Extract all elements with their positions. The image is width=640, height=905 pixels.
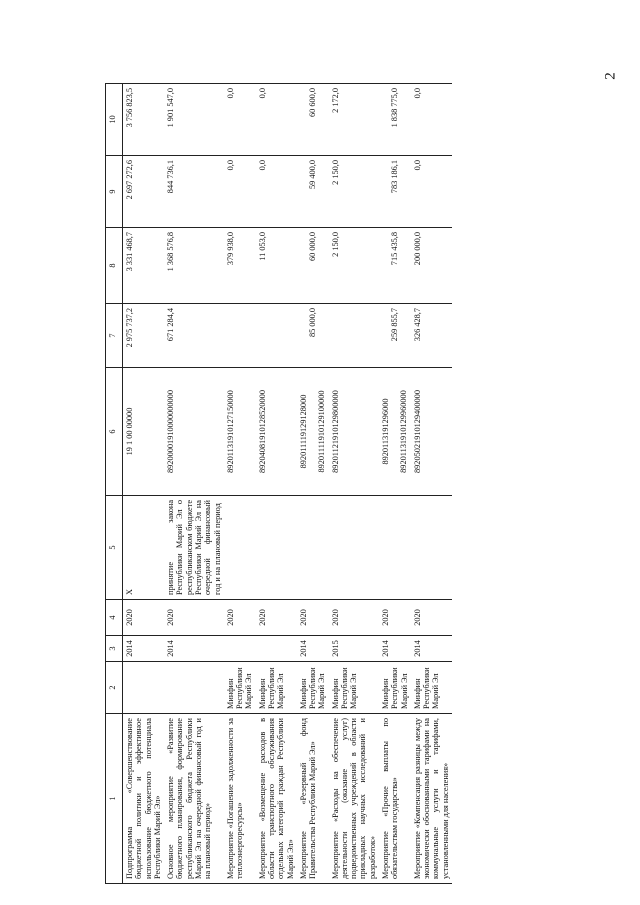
start-year: 2014	[411, 636, 452, 662]
cell-value: 2 975 737,2	[125, 308, 134, 348]
cell-value: 60 000,0	[307, 232, 317, 262]
cell-value: 89201131910127150000	[225, 390, 235, 473]
cell-value: 89201121910129800000	[330, 390, 340, 473]
amount-year-1	[123, 304, 165, 368]
cell-value: 60 600,0	[307, 88, 317, 118]
amount-year-2	[256, 228, 297, 304]
column-number: 10	[106, 84, 123, 156]
responsible-executor: Минфин Республики Марий Эл	[379, 662, 411, 714]
amount-year-4	[379, 84, 411, 156]
start-year: 2015	[329, 636, 379, 662]
activity-name: Мероприятие «Возмещение расходов в области транспортного обслуживания отдельных категорий граждан Республики Марий Эл»	[256, 714, 297, 884]
column-number: 6	[106, 368, 123, 496]
cell-value: 89204081910128520000	[257, 390, 267, 473]
cell-value: 1 901 547,0	[166, 88, 176, 128]
cell-value: 326 428,7	[412, 308, 422, 342]
start-year: 2014	[123, 636, 165, 662]
amount-year-3	[224, 156, 256, 228]
table-row	[379, 84, 411, 884]
budget-classification-code	[329, 368, 379, 496]
cell-value: 3 756 823,5	[125, 88, 134, 128]
amount-year-3	[379, 156, 411, 228]
amount-year-4	[411, 84, 452, 156]
activity-name: Мероприятие «Компенсация разницы между экономически обоснованными тарифами на коммунальные услуги и тарифами, установленными для населения»	[411, 714, 452, 884]
responsible-executor	[164, 662, 224, 714]
cell-value: 2 697 272,6	[125, 160, 134, 200]
activity-name: Подпрограмма «Совершенствование бюджетной политики и эффективное использование бюджетного потенциала Республики Марий Эл»	[123, 714, 165, 884]
amount-year-3	[256, 156, 297, 228]
budget-classification-code	[297, 368, 329, 496]
column-number: 5	[106, 496, 123, 600]
cell-value: 0,0	[412, 160, 422, 171]
amount-year-1	[329, 304, 379, 368]
cell-value: 0,0	[225, 160, 235, 171]
cell-value: 671 284,4	[166, 308, 176, 342]
expected-result	[411, 496, 452, 600]
table-row	[123, 84, 165, 884]
cell-value: 1 368 576,8	[166, 232, 176, 272]
column-number: 7	[106, 304, 123, 368]
cell-value: 2 150,0	[330, 232, 340, 257]
cell-value: 19 1 00 00000	[125, 407, 134, 456]
cell-value: 844 736,1	[166, 160, 176, 194]
amount-year-4	[329, 84, 379, 156]
start-year: 2014	[379, 636, 411, 662]
amount-year-1	[224, 304, 256, 368]
amount-year-2	[164, 228, 224, 304]
cell-value: 0,0	[257, 88, 267, 99]
amount-year-2	[224, 228, 256, 304]
cell-value: 2 150,0	[330, 160, 340, 185]
amount-year-2	[329, 228, 379, 304]
start-year	[224, 636, 256, 662]
budget-classification-code	[379, 368, 411, 496]
amount-year-4	[256, 84, 297, 156]
amount-year-3	[164, 156, 224, 228]
expected-result	[256, 496, 297, 600]
cell-value: 200 000,0	[412, 232, 422, 266]
cell-value: 259 855,7	[390, 308, 400, 342]
amount-year-3	[411, 156, 452, 228]
amount-year-1	[411, 304, 452, 368]
expected-result	[329, 496, 379, 600]
start-year: 2014	[164, 636, 224, 662]
end-year: 2020	[379, 600, 411, 636]
cell-value: 89200001910000000000	[166, 390, 176, 473]
expected-result: Х	[123, 496, 165, 600]
activity-name: Мероприятие «Резервный фонд Правительства Республики Марий Эл»	[297, 714, 329, 884]
amount-year-3	[329, 156, 379, 228]
activity-name: Мероприятие «Прочие выплаты по обязательствам государства»	[379, 714, 411, 884]
amount-year-1	[164, 304, 224, 368]
column-number: 8	[106, 228, 123, 304]
end-year: 2020	[329, 600, 379, 636]
column-number: 2	[106, 662, 123, 714]
responsible-executor: Минфин Республики Марий Эл	[411, 662, 452, 714]
cell-value: 715 435,8	[390, 232, 400, 266]
end-year: 2020	[224, 600, 256, 636]
activity-name: Основное мероприятие «Развитие бюджетного планирования, формирование республиканского бюджета Республики Марий Эл на очередной финансовый год и на плановый период»	[164, 714, 224, 884]
table-row	[411, 84, 452, 884]
budget-classification-code	[256, 368, 297, 496]
column-number: 3	[106, 636, 123, 662]
cell-value: 3 331 468,7	[125, 232, 134, 272]
end-year: 2020	[297, 600, 329, 636]
cell-value: 85 000,0	[307, 308, 317, 338]
budget-classification-code	[123, 368, 165, 496]
expected-result	[379, 496, 411, 600]
responsible-executor: Минфин Республики Марий Эл	[256, 662, 297, 714]
column-number: 1	[106, 714, 123, 884]
budget-classification-code	[224, 368, 256, 496]
table-body	[123, 84, 453, 884]
expected-result: принятие закона Республики Марий Эл о республиканском бюджете Республики Марий Эл на очередной финансовый год и на плановый период	[164, 496, 224, 600]
amount-year-1	[256, 304, 297, 368]
amount-year-2	[411, 228, 452, 304]
cell-value: 892011119129128000	[298, 394, 308, 469]
column-number: 9	[106, 156, 123, 228]
table-row	[164, 84, 224, 884]
amount-year-4	[164, 84, 224, 156]
table-row	[297, 84, 329, 884]
end-year: 2020	[411, 600, 452, 636]
start-year	[256, 636, 297, 662]
cell-value: 89201131910129960000	[399, 390, 409, 473]
responsible-executor: Минфин Республики Марий Эл	[297, 662, 329, 714]
end-year: 2020	[256, 600, 297, 636]
cell-value: 379 938,0	[225, 232, 235, 266]
amount-year-2	[379, 228, 411, 304]
start-year: 2014	[297, 636, 329, 662]
budget-classification-code	[411, 368, 452, 496]
amount-year-3	[123, 156, 165, 228]
column-number: 4	[106, 600, 123, 636]
column-number-row	[106, 84, 123, 884]
cell-value: 783 186,1	[390, 160, 400, 194]
responsible-executor	[123, 662, 165, 714]
cell-value: 0,0	[257, 160, 267, 171]
cell-value: 8920113191296000	[381, 398, 391, 465]
cell-value: 0,0	[412, 88, 422, 99]
cell-value: 0,0	[225, 88, 235, 99]
activity-name: Мероприятие «Расходы на обеспечение деятельности (оказание услуг) подведомственных учреждений в области прикладных научных исследований и разработок»	[329, 714, 379, 884]
budget-classification-code	[164, 368, 224, 496]
cell-value: 59 400,0	[307, 160, 317, 190]
budget-program-table	[105, 83, 452, 884]
amount-year-4	[297, 84, 329, 156]
expected-result	[224, 496, 256, 600]
cell-value: 89201111910129100000	[317, 390, 327, 473]
cell-value: 89205021910129400000	[412, 390, 422, 473]
rotated-table-container	[105, 84, 625, 884]
cell-value: 1 838 775,0	[390, 88, 400, 128]
amount-year-2	[297, 228, 329, 304]
amount-year-4	[224, 84, 256, 156]
cell-value: 2 172,0	[330, 88, 340, 113]
amount-year-1	[379, 304, 411, 368]
amount-year-2	[123, 228, 165, 304]
table-row	[256, 84, 297, 884]
expected-result	[297, 496, 329, 600]
amount-year-1	[297, 304, 329, 368]
amount-year-3	[297, 156, 329, 228]
responsible-executor: Минфин Республики Марий Эл	[224, 662, 256, 714]
amount-year-4	[123, 84, 165, 156]
activity-name: Мероприятие «Погашение задолженности за теплоэнергоресурсы»	[224, 714, 256, 884]
table-row	[329, 84, 379, 884]
page-number: 2	[602, 72, 619, 80]
responsible-executor: Минфин Республики Марий Эл	[329, 662, 379, 714]
end-year: 2020	[164, 600, 224, 636]
cell-value: 11 053,0	[257, 232, 267, 261]
end-year: 2020	[123, 600, 165, 636]
table-row	[224, 84, 256, 884]
